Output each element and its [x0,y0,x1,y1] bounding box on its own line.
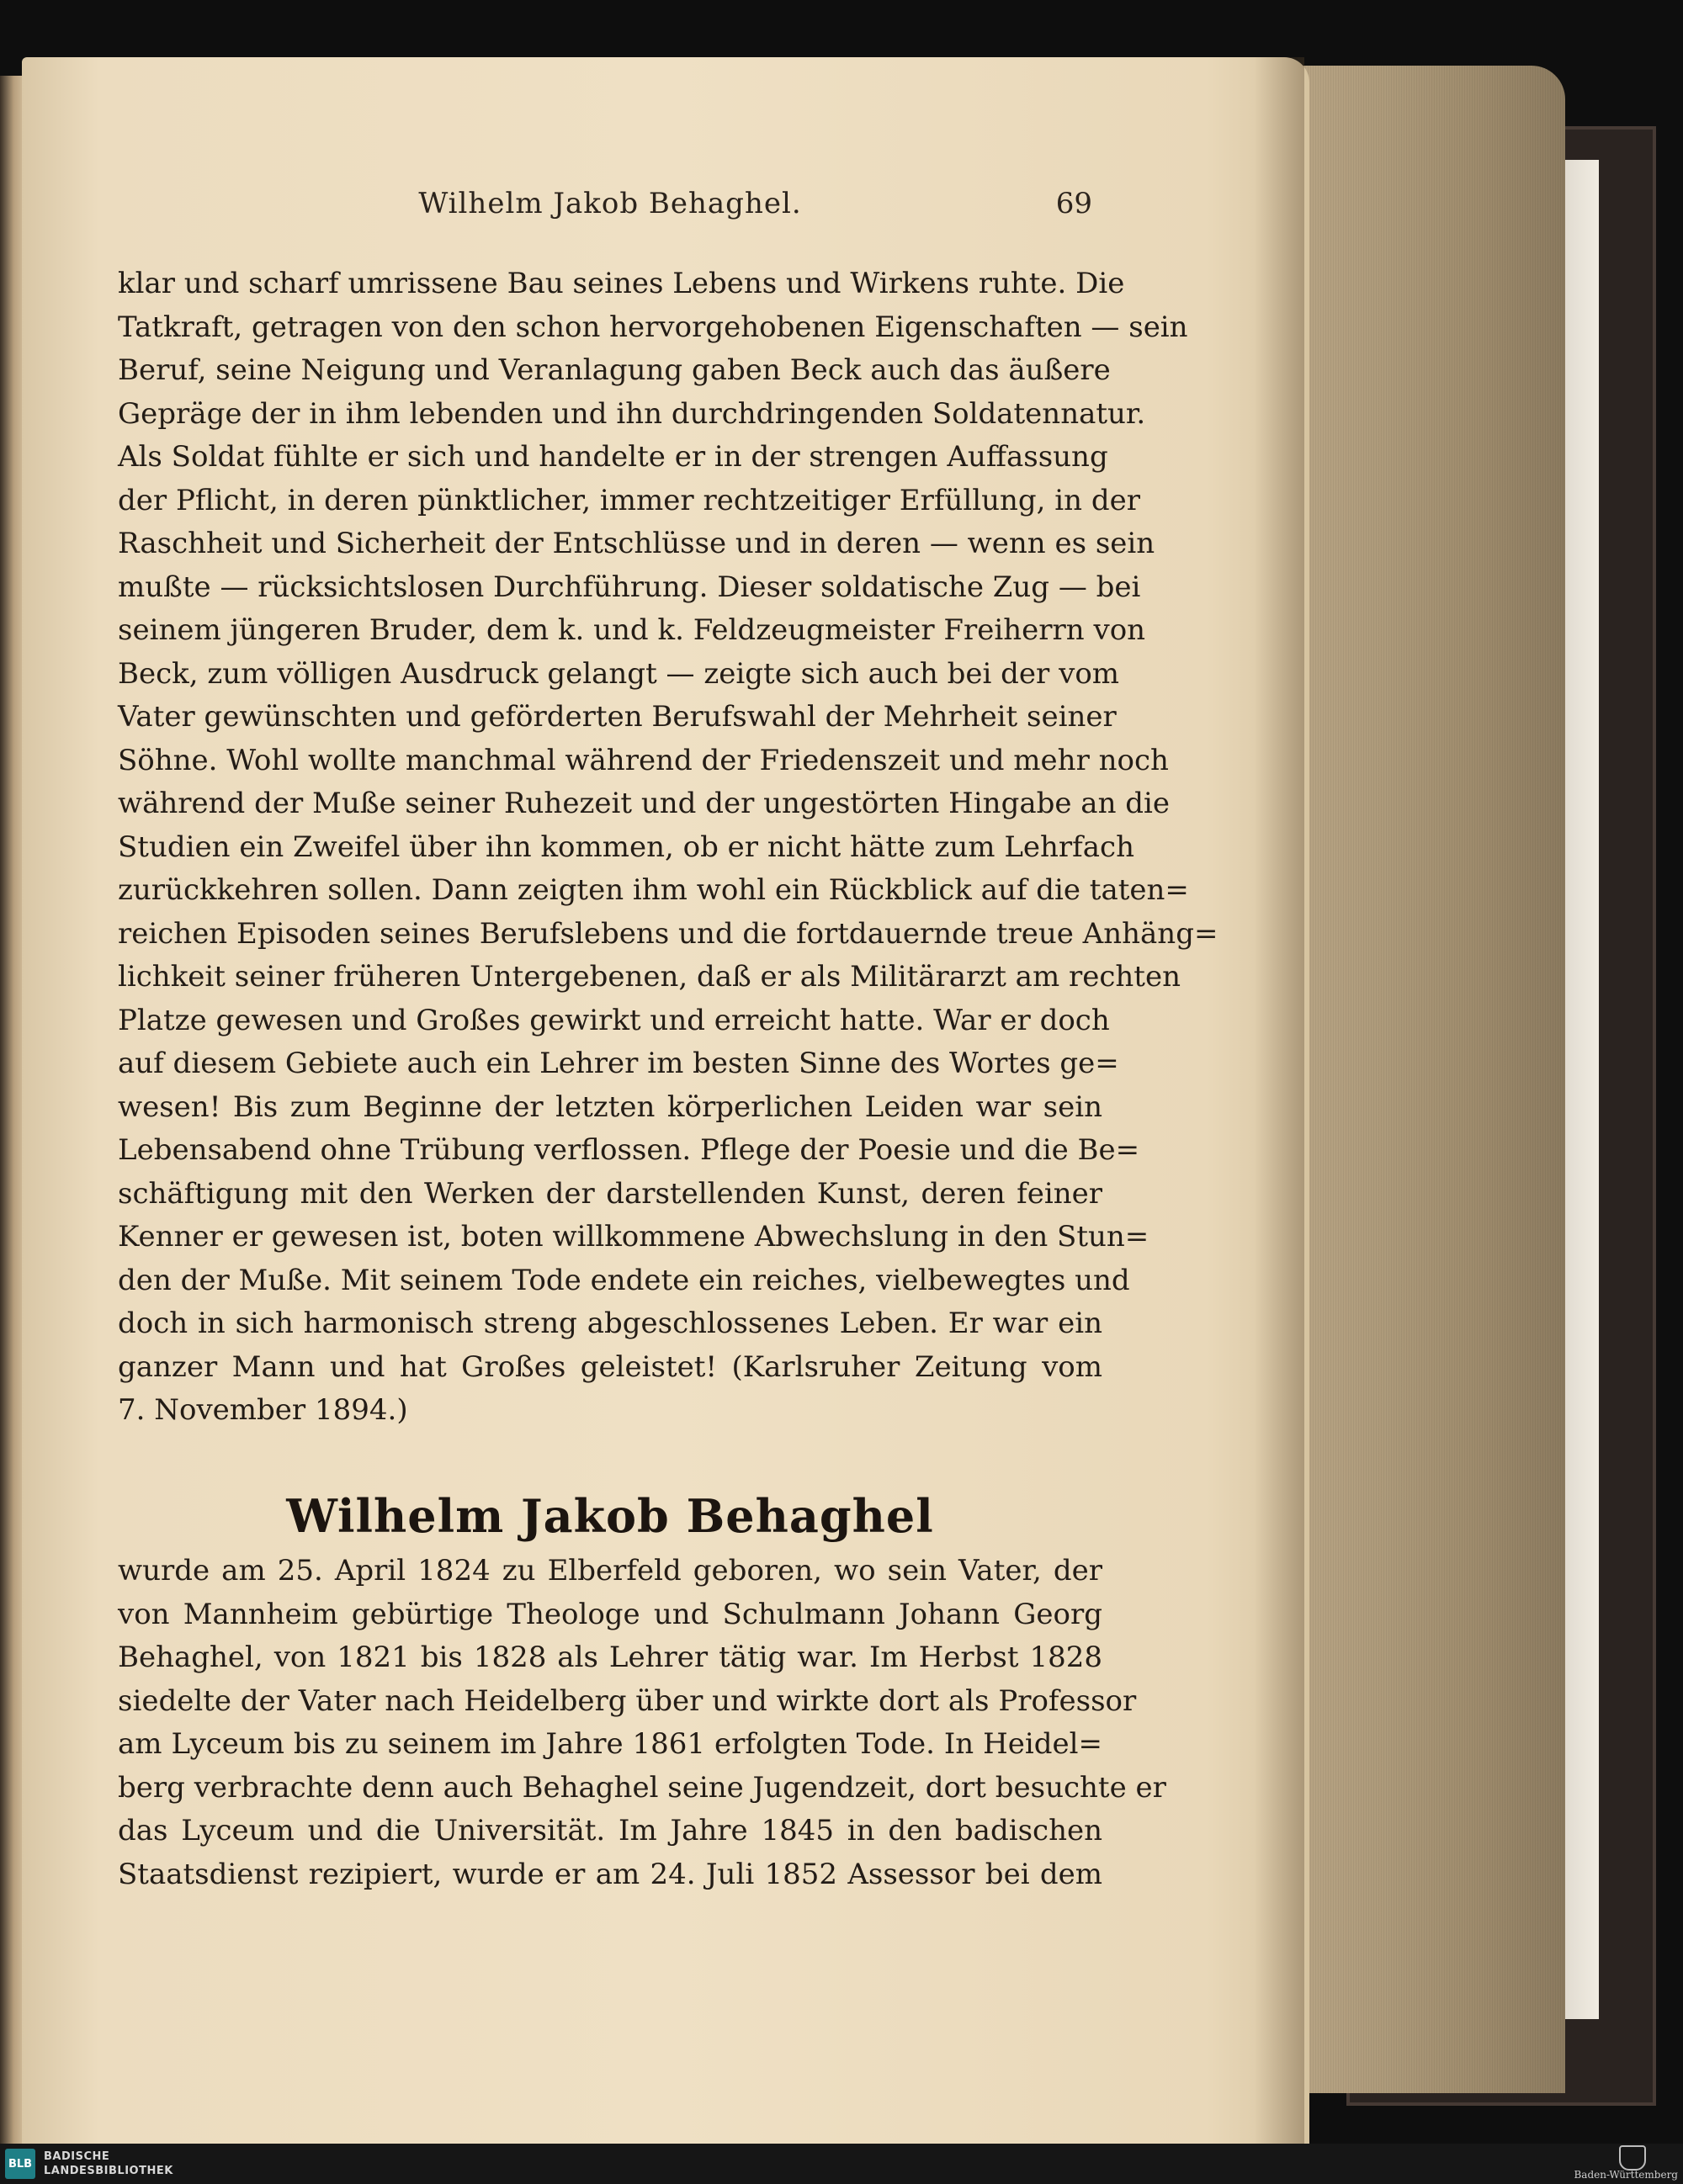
library-name-line2: LANDESBIBLIOTHEK [44,2165,173,2177]
running-head [118,187,1102,229]
body-text-continued [118,262,1218,1433]
text-line: schäftigung mit den Werken der darstellenden Kunst, deren feiner [118,1176,1102,1211]
footer-bar [0,2144,1683,2184]
text-line: während der Muße seiner Ruhezeit und der ungestörten Hingabe an die [118,787,1171,820]
running-title: Wilhelm Jakob Behaghel. [418,187,802,220]
blb-logo: BLB [5,2149,35,2179]
text-line: seinem jüngeren Bruder, dem k. und k. Feldzeugmeister Freiherrn von [118,613,1146,647]
text-line: doch in sich harmonisch streng abgeschlossenes Leben. Er war ein [118,1307,1102,1340]
text-line: siedelte der Vater nach Heidelberg über und wirkte dort als Professor [118,1683,1137,1718]
section-heading: Wilhelm Jakob Behaghel [286,1489,934,1543]
text-line: das Lyceum und die Universität. Im Jahre 1845 in den badischen [118,1814,1102,1847]
text-line: Als Soldat fühlte er sich und handelte er in der strengen Auffassung [118,440,1108,474]
gutter-shadow [1254,57,1304,2156]
text-line: wesen! Bis zum Beginne der letzten körperlichen Leiden war sein [118,1089,1102,1124]
text-line: reichen Episoden seines Berufslebens und die fortdauernde treue Anhäng= [118,916,1218,951]
text-line: 7. November 1894.) [118,1393,408,1427]
text-line: Raschheit und Sicherheit der Entschlüsse und in deren — wenn es sein [118,527,1155,560]
text-line: von Mannheim gebürtige Theologe und Schulmann Johann Georg [118,1597,1102,1631]
library-name-line1: BADISCHE [44,2150,110,2163]
text-line: Studien ein Zweifel über ihn kommen, ob er nicht hätte zum Lehrfach [118,830,1134,864]
page-number: 69 [1055,187,1092,220]
coat-of-arms-icon [1619,2145,1646,2171]
text-line: auf diesem Gebiete auch ein Lehrer im besten Sinne des Wortes ge= [118,1047,1119,1080]
text-line: Beruf, seine Neigung und Veranlagung gaben Beck auch das äußere [118,353,1111,387]
body-text-new-section [118,1550,1166,1896]
text-line: wurde am 25. April 1824 zu Elberfeld geboren, wo sein Vater, der [118,1554,1102,1588]
page-edges [1287,66,1565,2093]
text-line: Beck, zum völligen Ausdruck gelangt — zeigte sich auch bei der vom [118,656,1120,691]
text-line: den der Muße. Mit seinem Tode endete ein reiches, vielbewegtes und [118,1263,1130,1297]
text-line: am Lyceum bis zu seinem im Jahre 1861 erfolgten Tode. In Heidel= [118,1727,1102,1761]
text-line: Söhne. Wohl wollte manchmal während der Friedenszeit und mehr noch [118,743,1169,777]
text-line: Platze gewesen und Großes gewirkt und erreicht hatte. War er doch [118,1003,1110,1037]
text-line: ganzer Mann und hat Großes geleistet! (Karlsruher Zeitung vom [118,1349,1102,1384]
text-line: berg verbrachte denn auch Behaghel seine Jugendzeit, dort besuchte er [118,1770,1166,1805]
library-name [44,2150,173,2178]
text-line: Lebensabend ohne Trübung verflossen. Pflege der Poesie und die Be= [118,1133,1140,1167]
text-line: Tatkraft, getragen von den schon hervorgehobenen Eigenschaften — sein [118,310,1188,344]
text-line: zurückkehren sollen. Dann zeigten ihm wohl ein Rückblick auf die taten= [118,873,1189,907]
text-line: Staatsdienst rezipiert, wurde er am 24. Juli 1852 Assessor bei dem [118,1857,1102,1891]
text-line: Behaghel, von 1821 bis 1828 als Lehrer tätig war. Im Herbst 1828 [118,1641,1102,1674]
text-line: klar und scharf umrissene Bau seines Lebens und Wirkens ruhte. Die [118,267,1125,300]
text-line: Vater gewünschten und geförderten Berufswahl der Mehrheit seiner [118,700,1117,734]
text-line: mußte — rücksichtslosen Durchführung. Dieser soldatische Zug — bei [118,570,1141,604]
text-line: Kenner er gewesen ist, boten willkommene Abwechslung in den Stun= [118,1220,1149,1254]
text-line: der Pflicht, in deren pünktlicher, immer rechtzeitiger Erfüllung, in der [118,483,1141,517]
text-line: Gepräge der in ihm lebenden und ihn durchdringenden Soldatennatur. [118,396,1146,431]
region-name: Baden-Württemberg [1574,2169,1678,2181]
text-line: lichkeit seiner früheren Untergebenen, daß er als Militärarzt am rechten [118,960,1181,994]
